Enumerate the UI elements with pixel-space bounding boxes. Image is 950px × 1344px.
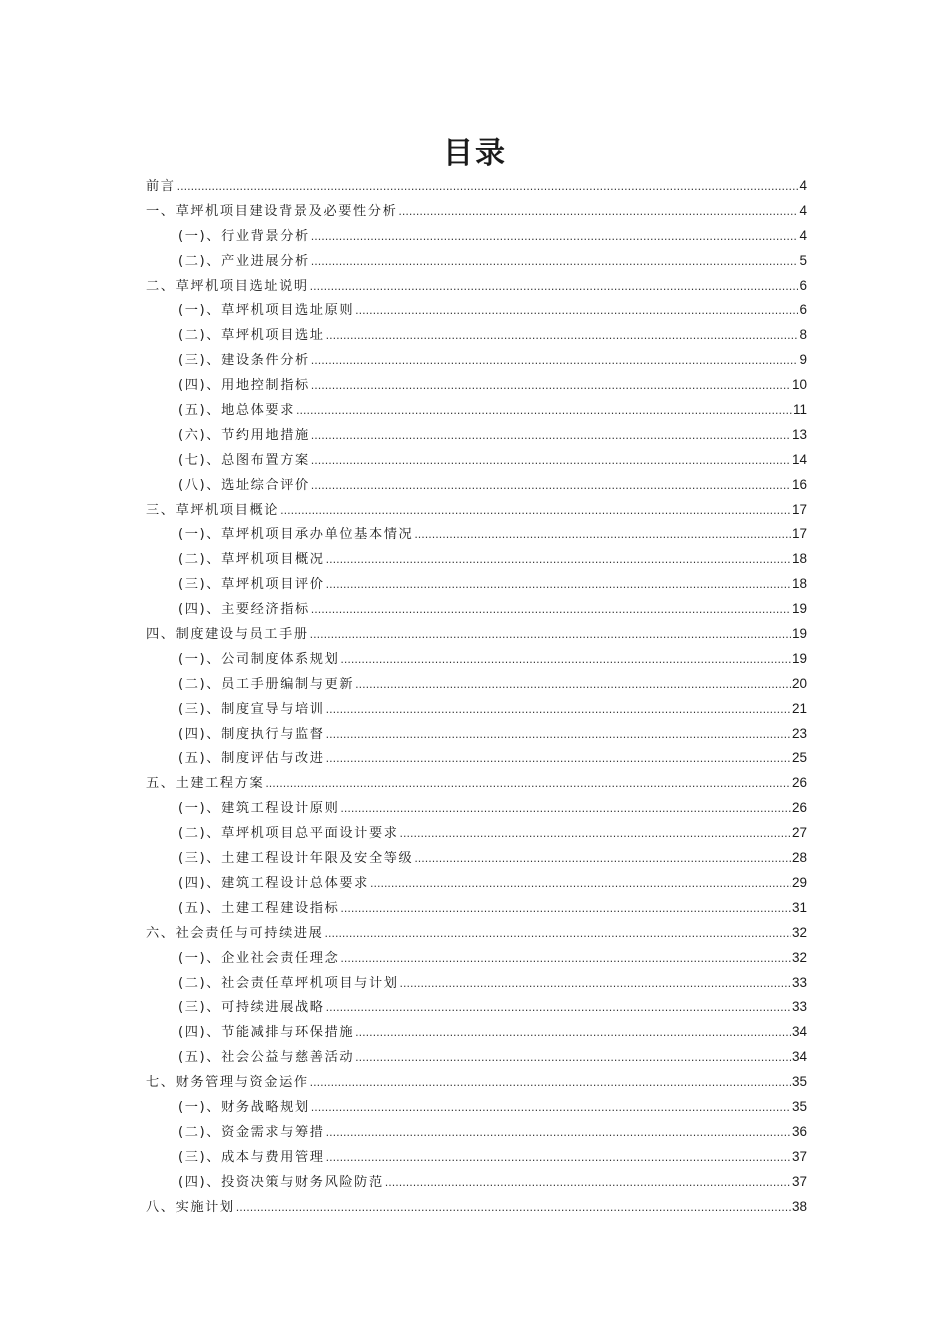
dot-leader bbox=[310, 623, 791, 648]
toc-page-number: 14 bbox=[791, 451, 807, 467]
toc-subentry[interactable] bbox=[146, 796, 807, 821]
toc-page-number: 19 bbox=[791, 626, 807, 642]
toc-page-number: 35 bbox=[791, 1098, 807, 1114]
toc-entry-label: (四)、主要经济指标 bbox=[178, 602, 310, 618]
toc-page-number: 6 bbox=[799, 302, 807, 318]
toc-entry-label: (二)、草坪机项目概况 bbox=[178, 552, 325, 568]
toc-subentry[interactable] bbox=[146, 746, 807, 771]
toc-subentry[interactable] bbox=[146, 971, 807, 996]
toc-entry[interactable] bbox=[146, 498, 807, 523]
toc-page-number: 28 bbox=[791, 850, 807, 866]
toc-entry-label: 六、社会责任与可持续进展 bbox=[146, 925, 324, 941]
dot-leader bbox=[177, 175, 799, 200]
toc-entry-label: (一)、建筑工程设计原则 bbox=[178, 801, 340, 817]
toc-entry-label: (二)、资金需求与筹措 bbox=[178, 1124, 325, 1140]
dot-leader bbox=[296, 399, 792, 424]
toc-entry-label: (五)、社会公益与慈善活动 bbox=[178, 1050, 355, 1066]
toc-subentry[interactable] bbox=[146, 547, 807, 572]
toc-page-number: 34 bbox=[791, 1049, 807, 1065]
toc-entry-label: 前言 bbox=[146, 179, 176, 194]
toc-entry-label: (七)、总图布置方案 bbox=[178, 452, 310, 468]
toc-page-number: 10 bbox=[791, 377, 807, 393]
dot-leader bbox=[310, 275, 799, 300]
toc-entry-label: 七、财务管理与资金运作 bbox=[146, 1075, 309, 1091]
toc-entry-label: 一、草坪机项目建设背景及必要性分析 bbox=[146, 203, 398, 219]
toc-entry-label: (八)、选址综合评价 bbox=[178, 477, 310, 493]
dot-leader bbox=[311, 474, 791, 499]
dot-leader bbox=[311, 1096, 791, 1121]
toc-page-number: 37 bbox=[791, 1148, 807, 1164]
toc-page-number: 36 bbox=[791, 1123, 807, 1139]
dot-leader bbox=[236, 1196, 791, 1221]
dot-leader bbox=[326, 548, 791, 573]
toc-subentry[interactable] bbox=[146, 1020, 807, 1045]
toc-page-number: 37 bbox=[791, 1173, 807, 1189]
toc-entry-label: (一)、企业社会责任理念 bbox=[178, 950, 340, 966]
toc-subentry[interactable] bbox=[146, 1045, 807, 1070]
toc-entry[interactable] bbox=[146, 199, 807, 224]
toc-entry[interactable] bbox=[146, 174, 807, 199]
toc-entry-label: 四、制度建设与员工手册 bbox=[146, 627, 309, 643]
toc-page-number: 19 bbox=[791, 601, 807, 617]
dot-leader bbox=[355, 673, 791, 698]
toc-entry-label: (五)、制度评估与改进 bbox=[178, 751, 325, 767]
toc-entry-label: 二、草坪机项目选址说明 bbox=[146, 278, 309, 294]
dot-leader bbox=[355, 1021, 791, 1046]
dot-leader bbox=[311, 250, 799, 275]
toc-subentry[interactable] bbox=[146, 871, 807, 896]
dot-leader bbox=[355, 299, 798, 324]
toc-entry-label: (三)、土建工程设计年限及安全等级 bbox=[178, 851, 414, 867]
toc-entry-label: (一)、草坪机项目承办单位基本情况 bbox=[178, 527, 414, 543]
toc-subentry[interactable] bbox=[146, 473, 807, 498]
toc-page-number: 17 bbox=[791, 501, 807, 517]
dot-leader bbox=[355, 1046, 791, 1071]
toc-entry-label: (五)、土建工程建设指标 bbox=[178, 900, 340, 916]
toc-page-number: 32 bbox=[791, 924, 807, 940]
toc-subentry[interactable] bbox=[146, 597, 807, 622]
dot-leader bbox=[340, 797, 791, 822]
toc-entry-label: (三)、建设条件分析 bbox=[178, 353, 310, 369]
toc-entry-label: (一)、草坪机项目选址原则 bbox=[178, 303, 355, 319]
toc-subentry[interactable] bbox=[146, 1145, 807, 1170]
toc-subentry[interactable] bbox=[146, 373, 807, 398]
toc-entry-label: 八、实施计划 bbox=[146, 1199, 235, 1215]
toc-entry-label: (一)、财务战略规划 bbox=[178, 1099, 310, 1115]
toc-page-number: 38 bbox=[791, 1198, 807, 1214]
toc-subentry[interactable] bbox=[146, 522, 807, 547]
toc-page-number: 18 bbox=[791, 551, 807, 567]
toc-page-number: 23 bbox=[791, 725, 807, 741]
dot-leader bbox=[414, 523, 791, 548]
toc-subentry[interactable] bbox=[146, 647, 807, 672]
toc-entry[interactable] bbox=[146, 1070, 807, 1095]
dot-leader bbox=[414, 847, 791, 872]
toc-subentry[interactable] bbox=[146, 821, 807, 846]
toc-entry-label: (四)、投资决策与财务风险防范 bbox=[178, 1174, 384, 1190]
dot-leader bbox=[311, 449, 791, 474]
toc-entry-label: 五、土建工程方案 bbox=[146, 776, 265, 792]
dot-leader bbox=[340, 648, 791, 673]
toc-page-number: 29 bbox=[791, 874, 807, 890]
toc-page-number: 4 bbox=[799, 178, 807, 193]
toc-entry[interactable] bbox=[146, 622, 807, 647]
toc-subentry[interactable] bbox=[146, 697, 807, 722]
toc-entry-label: (四)、制度执行与监督 bbox=[178, 726, 325, 742]
toc-entry-label: (四)、用地控制指标 bbox=[178, 378, 310, 394]
toc-entry-label: (五)、地总体要求 bbox=[178, 403, 296, 419]
toc-entry[interactable] bbox=[146, 274, 807, 299]
dot-leader bbox=[326, 1146, 791, 1171]
toc-subentry[interactable] bbox=[146, 995, 807, 1020]
toc-subentry[interactable] bbox=[146, 249, 807, 274]
toc-entry-label: 三、草坪机项目概论 bbox=[146, 502, 280, 518]
toc-entry-label: (三)、制度宣导与培训 bbox=[178, 701, 325, 717]
toc-page-number: 34 bbox=[791, 1024, 807, 1040]
dot-leader bbox=[398, 200, 798, 225]
dot-leader bbox=[311, 424, 791, 449]
toc-page-number: 16 bbox=[791, 476, 807, 492]
dot-leader bbox=[326, 996, 791, 1021]
toc-entry[interactable] bbox=[146, 921, 807, 946]
toc-page-number: 19 bbox=[791, 650, 807, 666]
table-of-contents bbox=[146, 174, 807, 1219]
toc-page-number: 6 bbox=[799, 277, 807, 293]
toc-page-number: 5 bbox=[799, 252, 807, 268]
dot-leader bbox=[340, 897, 791, 922]
toc-subentry[interactable] bbox=[146, 1120, 807, 1145]
toc-page-number: 9 bbox=[799, 352, 807, 368]
toc-entry-label: (二)、草坪机项目选址 bbox=[178, 328, 325, 344]
dot-leader bbox=[326, 723, 791, 748]
page-title: 目录 bbox=[443, 136, 507, 171]
toc-page-number: 32 bbox=[791, 949, 807, 965]
toc-subentry[interactable] bbox=[146, 348, 807, 373]
toc-subentry[interactable] bbox=[146, 946, 807, 971]
toc-page-number: 35 bbox=[791, 1074, 807, 1090]
toc-entry-label: (三)、可持续进展战略 bbox=[178, 1000, 325, 1016]
dot-leader bbox=[400, 822, 791, 847]
toc-page-number: 4 bbox=[799, 202, 807, 218]
toc-page-number: 21 bbox=[791, 700, 807, 716]
toc-subentry[interactable] bbox=[146, 1170, 807, 1195]
toc-subentry[interactable] bbox=[146, 398, 807, 423]
dot-leader bbox=[310, 1071, 791, 1096]
toc-entry-label: (二)、产业进展分析 bbox=[178, 253, 310, 269]
toc-page-number: 13 bbox=[791, 426, 807, 442]
toc-subentry[interactable] bbox=[146, 323, 807, 348]
toc-page-number: 25 bbox=[791, 750, 807, 766]
toc-page-number: 31 bbox=[791, 899, 807, 915]
toc-page-number: 8 bbox=[799, 327, 807, 343]
toc-subentry[interactable] bbox=[146, 224, 807, 249]
toc-entry-label: (二)、社会责任草坪机项目与计划 bbox=[178, 975, 399, 991]
toc-entry-label: (二)、草坪机项目总平面设计要求 bbox=[178, 826, 399, 842]
toc-subentry[interactable] bbox=[146, 722, 807, 747]
toc-entry[interactable] bbox=[146, 771, 807, 796]
toc-subentry[interactable] bbox=[146, 448, 807, 473]
dot-leader bbox=[385, 1171, 791, 1196]
toc-page-number: 27 bbox=[791, 825, 807, 841]
toc-entry-label: (四)、节能减排与环保措施 bbox=[178, 1025, 355, 1041]
dot-leader bbox=[324, 922, 791, 947]
toc-entry-label: (一)、行业背景分析 bbox=[178, 228, 310, 244]
toc-page-number: 4 bbox=[799, 227, 807, 243]
dot-leader bbox=[326, 573, 791, 598]
dot-leader bbox=[280, 499, 791, 524]
toc-page-number: 33 bbox=[791, 974, 807, 990]
dot-leader bbox=[370, 872, 791, 897]
dot-leader bbox=[400, 972, 791, 997]
toc-entry-label: (三)、草坪机项目评价 bbox=[178, 577, 325, 593]
toc-entry-label: (一)、公司制度体系规划 bbox=[178, 651, 340, 667]
toc-entry-label: (二)、员工手册编制与更新 bbox=[178, 676, 355, 692]
dot-leader bbox=[326, 698, 791, 723]
toc-entry-label: (六)、节约用地措施 bbox=[178, 427, 310, 443]
toc-entry[interactable] bbox=[146, 1195, 807, 1220]
dot-leader bbox=[326, 747, 791, 772]
toc-page-number: 26 bbox=[791, 775, 807, 791]
toc-entry-label: (三)、成本与费用管理 bbox=[178, 1149, 325, 1165]
toc-page-number: 11 bbox=[792, 402, 807, 418]
dot-leader bbox=[311, 225, 799, 250]
dot-leader bbox=[311, 598, 791, 623]
toc-subentry[interactable] bbox=[146, 672, 807, 697]
dot-leader bbox=[265, 772, 791, 797]
toc-subentry[interactable] bbox=[146, 896, 807, 921]
toc-page-number: 20 bbox=[791, 675, 807, 691]
toc-entry-label: (四)、建筑工程设计总体要求 bbox=[178, 875, 369, 891]
dot-leader bbox=[311, 374, 791, 399]
toc-page-number: 18 bbox=[791, 576, 807, 592]
toc-subentry[interactable] bbox=[146, 846, 807, 871]
dot-leader bbox=[311, 349, 799, 374]
dot-leader bbox=[326, 1121, 791, 1146]
toc-subentry[interactable] bbox=[146, 1095, 807, 1120]
toc-page-number: 17 bbox=[791, 526, 807, 542]
toc-page-number: 26 bbox=[791, 800, 807, 816]
dot-leader bbox=[326, 324, 799, 349]
toc-subentry[interactable] bbox=[146, 298, 807, 323]
toc-subentry[interactable] bbox=[146, 572, 807, 597]
dot-leader bbox=[340, 947, 791, 972]
toc-subentry[interactable] bbox=[146, 423, 807, 448]
toc-page-number: 33 bbox=[791, 999, 807, 1015]
